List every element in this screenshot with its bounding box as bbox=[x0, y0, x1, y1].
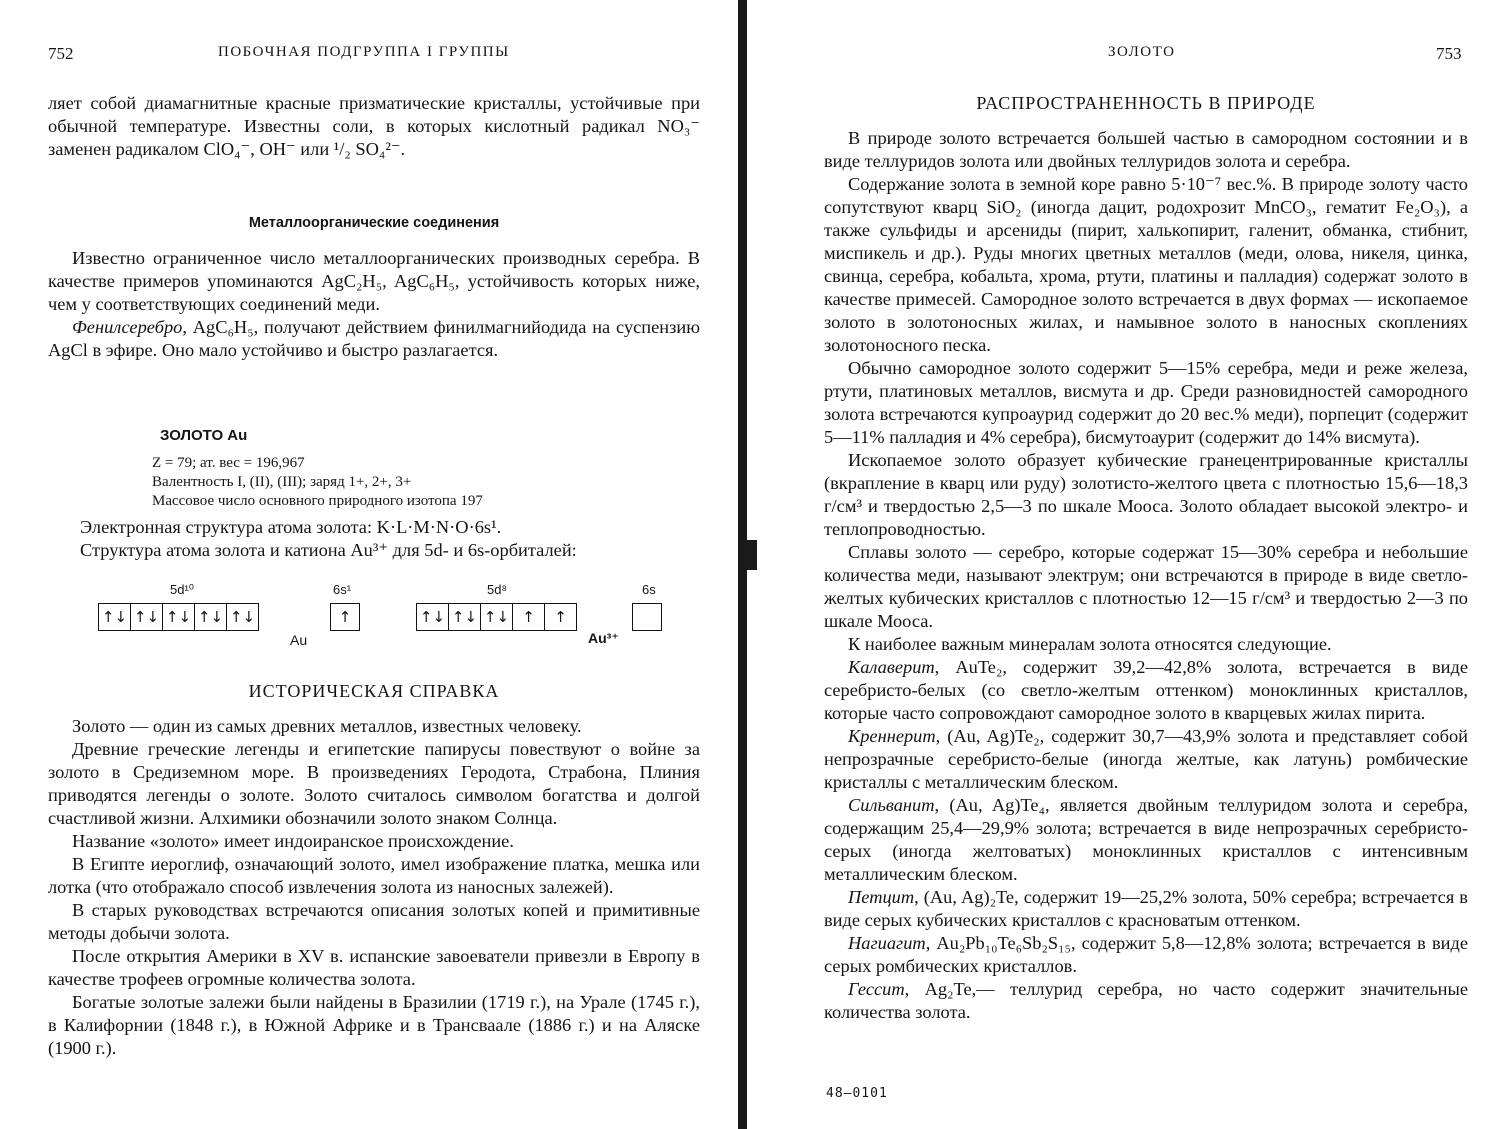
orbital-label: 5d⁸ bbox=[487, 582, 507, 597]
mineral-name: Сильванит bbox=[848, 795, 935, 815]
mineral-name: Креннерит bbox=[848, 726, 936, 746]
intro-block bbox=[48, 92, 700, 161]
atom-label: Au bbox=[290, 632, 308, 648]
mineral-entry: Гессит, Ag₂Te,— теллурид серебра, но часто содержит значительные количества золота. bbox=[824, 979, 1468, 1022]
organometallic-section bbox=[48, 212, 700, 362]
section-heading: Металлоорганические соединения bbox=[248, 215, 500, 231]
signature-mark: 48—0101 bbox=[826, 1086, 888, 1101]
paragraph: Фенилсеребро, AgC₆H₅, получают действием финилмагнийодида на суспензию AgCl в эфире. Оно мало устойчиво и быстро разлагается. bbox=[48, 317, 700, 360]
nature-section bbox=[824, 92, 1468, 1024]
mineral-entry: Калаверит, AuTe₂, содержит 39,2—42,8% золота, встречается в виде серебристо-белых (со светло-желтым оттенком) моноклинных кристаллов, которые часто сопровождают самородное золото в кварцевых жилах пирита. bbox=[824, 657, 1468, 723]
ion-label: Au³⁺ bbox=[588, 630, 619, 646]
intro-paragraph: ляет собой диамагнитные красные призматические кристаллы, устойчивые при обычной температуре. Известны соли, в которых кислотный радикал NO₃⁻ заменен радикалом ClO₄⁻, OH⁻ или ¹/₂ SO₄²⁻. bbox=[48, 93, 700, 159]
paragraph: В природе золото встречается большей частью в самородном состоянии и в виде теллуридов золота или двойных теллуридов золота и серебра. bbox=[824, 128, 1468, 171]
paragraph: Сплавы золото — серебро, которые содержат 15—30% серебра и небольшие количества меди, называют электрум; они встречаются в природе в виде светло-желтых кубических кристаллов с плотностью 12—15 г/см³ и твердостью 2—3 по шкале Мооса. bbox=[824, 542, 1468, 631]
paragraph: В старых руководствах встречаются описания золотых копей и примитивные методы добычи золота. bbox=[48, 900, 700, 943]
history-section bbox=[48, 680, 700, 1060]
paragraph: Содержание золота в земной коре равно 5·10⁻⁷ вес.%. В природе золоту часто сопутствуют кварц SiO₂ (иногда дацит, родохрозит MnCO₃, гематит Fe₂O₃), а также сульфиды и арсениды (пирит, халькопирит, галенит, обманка, стибнит, миспикель и др.). Руды многих цветных металлов (меди, олова, никеля, цинка, свинца, серебра, кобальта, хрома, ртути, платины и палладия) содержат золото в качестве примесей. Самородное золото встречается в двух формах — ископаемое золото в золотоносных жилах, и намывное золото в наносных скоплениях золотоносного песка. bbox=[824, 174, 1468, 355]
mineral-name: Петцит bbox=[848, 887, 915, 907]
orbital-cell: ↑↓ bbox=[163, 604, 195, 630]
page-number: 752 bbox=[48, 44, 74, 63]
running-head: ЗОЛОТО bbox=[1108, 44, 1176, 60]
ion-6s-orbital bbox=[632, 603, 662, 631]
fact-line: Массовое число основного природного изотопа 197 bbox=[152, 493, 483, 509]
orbital-cell: ↑↓ bbox=[99, 604, 131, 630]
ion-5d-orbitals bbox=[416, 603, 577, 631]
mineral-entry: Нагиагит, Au₂Pb₁₀Te₆Sb₂S₁₅, содержит 5,8—12,8% золота; встречается в виде серых ромбических кристаллов. bbox=[824, 933, 1468, 976]
paragraph: Ископаемое золото образует кубические гранецентрированные кристаллы (вкрапление в кварц или руду) золотисто-желтого цвета с плотностью 15,6—18,3 г/см³ и твердостью 2,5—3 по шкале Мооса. Золото обладает высокой электро- и теплопроводностью. bbox=[824, 450, 1468, 539]
paragraph: В Египте иероглиф, означающий золото, имел изображение платка, мешка или лотка (что отображало способ извлечения золота из наносных залежей). bbox=[48, 854, 700, 897]
left-page bbox=[0, 0, 740, 1129]
term: Фенилсеребро bbox=[72, 317, 183, 337]
orbital-cell: ↑↓ bbox=[131, 604, 163, 630]
mineral-entry: Креннерит, (Au, Ag)Te₂, содержит 30,7—43,9% золота и представляет собой непрозрачные серебристо-белые (иногда желтые, как латунь) ромбические кристаллы с металлическим блеском. bbox=[824, 726, 1468, 792]
paragraph: Золото — один из самых древних металлов, известных человеку. bbox=[72, 716, 582, 736]
paragraph: Обычно самородное золото содержит 5—15% серебра, меди и реже железа, ртути, платиновых металлов, висмута и др. Среди разновидностей самородного золота встречаются купроаурид содержит до 20 вес.% меди), порпецит (содержит 5—11% палладия и 4% серебра), бисмутоаурит (содержит до 14% висмута). bbox=[824, 358, 1468, 447]
orbital-cell: ↑↓ bbox=[449, 604, 481, 630]
orbital-cell: ↑ bbox=[513, 604, 545, 630]
paragraph: Известно ограниченное число металлоорганических производных серебра. В качестве примеров упоминаются AgC₂H₅, AgC₆H₅, устойчивость которых ниже, чем у соответствующих соединений меди. bbox=[48, 248, 700, 314]
orbital-cell: ↑↓ bbox=[229, 608, 256, 626]
mineral-entry: Сильванит, (Au, Ag)Te₄, является двойным теллуридом золота и серебра, содержащим 25,4—29,9% золота; встречается в виде непрозрачных серебристо-серых (иногда желтоватых) моноклинных кристаллов с интенсивным металлическим блеском. bbox=[824, 795, 1468, 884]
fact-line: Z = 79; ат. вес = 196,967 bbox=[152, 455, 305, 471]
mineral-name: Гессит bbox=[848, 979, 905, 999]
paragraph: Древние греческие легенды и египетские папирусы повествуют о войне за золото в Средиземном море. В произведениях Геродота, Страбона, Плиния приводятся легенды о золоте. Золото считалось символом богатства и долгой счастливой жизни. Алхимики обозначили золото знаком Солнца. bbox=[48, 739, 700, 828]
au-6s-orbital: ↑ bbox=[330, 603, 360, 631]
structure-lines bbox=[80, 516, 720, 562]
spine-mark bbox=[745, 540, 757, 570]
orbital-cell: ↑ bbox=[554, 608, 567, 626]
orbital-cell: ↑↓ bbox=[481, 604, 513, 630]
orbital-label: 6s¹ bbox=[333, 582, 352, 597]
section-heading: ИСТОРИЧЕСКАЯ СПРАВКА bbox=[248, 681, 500, 701]
orbital-cell: ↑↓ bbox=[195, 604, 227, 630]
gold-facts bbox=[152, 454, 712, 511]
fact-line: Валентность I, (II), (III); заряд 1+, 2+, 3+ bbox=[152, 474, 412, 490]
section-heading: РАСПРОСТРАНЕННОСТЬ В ПРИРОДЕ bbox=[976, 93, 1316, 113]
electron-structure: Электронная структура атома золота: K·L·M·N·O·6s¹. bbox=[80, 517, 502, 537]
mineral-name: Калаверит bbox=[848, 657, 935, 677]
au-5d-orbitals bbox=[98, 603, 259, 631]
right-page bbox=[760, 0, 1506, 1129]
mineral-name: Нагиагит bbox=[848, 933, 926, 953]
running-head: ПОБОЧНАЯ ПОДГРУППА I ГРУППЫ bbox=[218, 44, 510, 60]
paragraph: К наиболее важным минералам золота относятся следующие. bbox=[848, 634, 1332, 654]
orbital-cell: ↑↓ bbox=[417, 604, 449, 630]
gold-heading-block bbox=[160, 424, 700, 447]
orbital-label: 6s bbox=[642, 582, 656, 597]
paragraph: Название «золото» имеет индоиранское происхождение. bbox=[72, 831, 514, 851]
mineral-entry: Петцит, (Au, Ag)₂Te, содержит 19—25,2% золота, 50% серебра; встречается в виде серых кубических кристаллов с красноватым оттенком. bbox=[824, 887, 1468, 930]
page-number: 753 bbox=[1436, 44, 1462, 63]
paragraph: Богатые золотые залежи были найдены в Бразилии (1719 г.), на Урале (1745 г.), в Калифорнии (1848 г.), в Южной Африке и в Трансваале (1886 г.) и на Аляске (1900 г.). bbox=[48, 992, 700, 1058]
paragraph: После открытия Америки в XV в. испанские завоеватели привезли в Европу в качестве трофеев огромные количества золота. bbox=[48, 946, 700, 989]
orbital-structure: Структура атома золота и катиона Au³⁺ для 5d- и 6s-орбиталей: bbox=[80, 540, 577, 560]
orbital-label: 5d¹⁰ bbox=[170, 582, 195, 597]
element-heading: ЗОЛОТО Au bbox=[160, 427, 248, 444]
